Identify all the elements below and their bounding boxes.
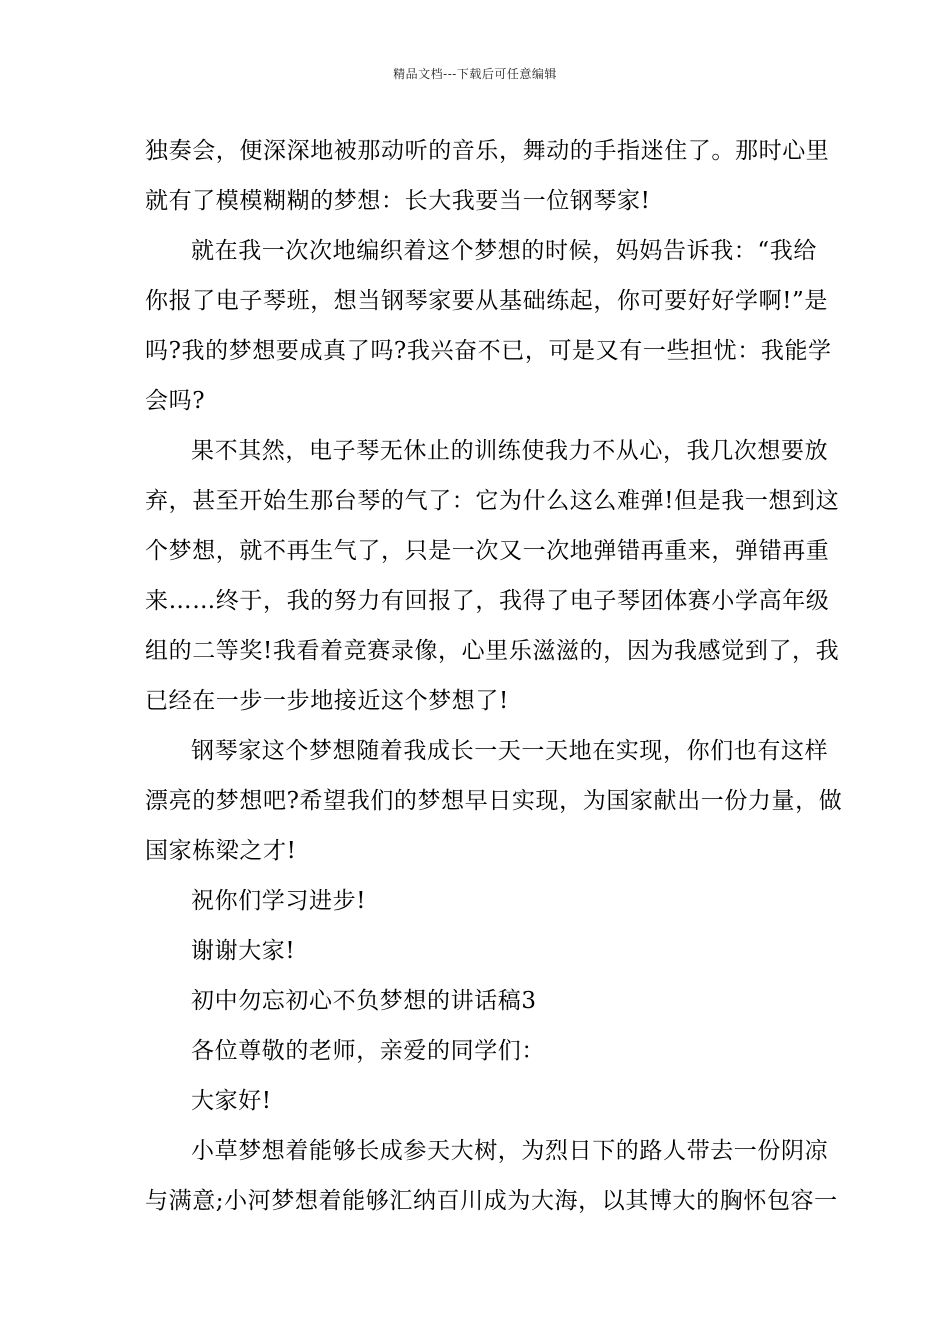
text-line: 与满意;小河梦想着能够汇纳百川成为大海，以其博大的胸怀包容一: [145, 1188, 838, 1214]
salutation: 各位尊敬的老师，亲爱的同学们：: [191, 1038, 545, 1064]
paragraph-start-line: 钢琴家这个梦想随着我成长一天一天地在实现，你们也有这样: [191, 738, 829, 764]
text-line: 吗?我的梦想要成真了吗?我兴奋不已，可是又有一些担忧：我能学: [145, 338, 832, 364]
paragraph-start-line: 就在我一次次地编织着这个梦想的时候，妈妈告诉我：“我给: [191, 238, 817, 264]
paragraph-start-line: 果不其然，电子琴无休止的训练使我力不从心，我几次想要放: [191, 438, 829, 464]
text-line: 独奏会，便深深地被那动听的音乐，舞动的手指迷住了。那时心里: [145, 138, 830, 164]
text-line: 来……终于，我的努力有回报了，我得了电子琴团体赛小学高年级: [145, 588, 830, 614]
text-line: 已经在一步一步地接近这个梦想了!: [145, 688, 509, 714]
text-line: 你报了电子琴班，想当钢琴家要从基础练起，你可要好好学啊!”是: [145, 288, 829, 314]
text-line: 组的二等奖!我看着竞赛录像，心里乐滋滋的，因为我感觉到了，我: [145, 638, 840, 664]
paragraph-start-line: 小草梦想着能够长成参天大树，为烈日下的路人带去一份阴凉: [191, 1138, 829, 1164]
text-line: 会吗?: [145, 388, 206, 414]
text-line: 漂亮的梦想吧?希望我们的梦想早日实现，为国家献出一份力量，做: [145, 788, 843, 814]
greeting: 大家好!: [191, 1088, 272, 1114]
text-line: 就有了模模糊糊的梦想：长大我要当一位钢琴家!: [145, 188, 651, 214]
text-line: 国家栋梁之才!: [145, 838, 297, 864]
text-line: 个梦想，就不再生气了，只是一次又一次地弹错再重来，弹错再重: [145, 538, 830, 564]
page-header: 精品文档---下载后可任意编辑: [393, 67, 557, 81]
text-line: 弃，甚至开始生那台琴的气了：它为什么这么难弹!但是我一想到这: [145, 488, 840, 514]
paragraph-start-line: 祝你们学习进步!: [191, 888, 367, 914]
paragraph-start-line: 谢谢大家!: [191, 938, 296, 964]
speech-title: 初中勿忘初心不负梦想的讲话稿3: [191, 988, 537, 1014]
